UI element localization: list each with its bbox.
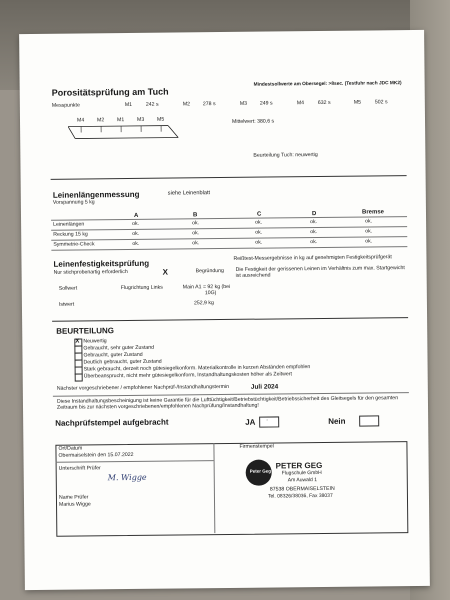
- m1-label: M1: [124, 101, 133, 109]
- mittelwert: Mittelwert: 380,6 s: [231, 118, 275, 125]
- beurteilung-tuch: Beurteilung Tuch: neuwertig: [253, 152, 318, 159]
- divider: [52, 317, 408, 322]
- flugrichtung: Flugrichtung Links: [120, 284, 163, 292]
- option-label: Deutlich gebraucht, guter Zustand: [83, 358, 162, 366]
- stamp-name: PETER GEG: [275, 460, 323, 471]
- option-label: Überbeansprucht, nicht mehr gütesiegelkonform, Instandhaltungskosten höher als Zeitwert: [83, 371, 292, 380]
- row-label: Leinenlängen: [53, 221, 85, 228]
- main-a1: Main A1 = 92 kg (bei: [182, 283, 231, 291]
- cell: ok.: [192, 230, 200, 237]
- m5-value: 502 s: [374, 99, 388, 106]
- ja-checkbox[interactable]: [259, 416, 279, 427]
- disclaimer: Diese Instandhaltungsbescheinigung ist keine Garantie für die Lufttüchtigkeit/Betriebstüchtigkeit/Betriebssicherheit des Gleitsegels für den gesamten: [56, 395, 399, 405]
- diagram-m5: M5: [156, 116, 165, 123]
- cell: ok.: [365, 218, 373, 225]
- row-label: Symmetrie-Check: [53, 241, 95, 248]
- unterschrift-label: Unterschrift Prüfer: [58, 465, 101, 472]
- cell: ok.: [365, 228, 373, 235]
- cell: ok.: [255, 229, 263, 236]
- cell: ok.: [132, 220, 140, 227]
- option-mark: X: [75, 338, 80, 345]
- diagram-m2: M2: [96, 117, 105, 124]
- vorspannung: Vorspannung 5 kg: [52, 199, 95, 206]
- table-rule: [51, 246, 407, 251]
- begruendung-text: Die Festigkeit der gerissenen Leinen im Verhältnis zum max. Startgewicht: [235, 265, 405, 273]
- begruendung-label: Begründung: [195, 268, 224, 275]
- diagram-m1: M1: [116, 117, 125, 124]
- ort-value: Obermaiselstein den 15.07.2022: [58, 451, 134, 459]
- leinen-subtitle: siehe Leinenblatt: [167, 190, 211, 197]
- ja-mark: ·: [266, 417, 269, 424]
- begruendung-text-2: ist ausreichend: [235, 272, 271, 279]
- col-c: C: [256, 211, 262, 218]
- option-label: Gebraucht, sehr guter Zustand: [83, 344, 155, 352]
- cell: ok.: [192, 240, 200, 247]
- m1-value: 242 s: [145, 101, 159, 108]
- naechster-termin-label: Nächster vorgeschriebener / empfohlener Nachprüf-/Instandhaltungstermin: [56, 383, 229, 392]
- main-a1-2: 10G): [204, 290, 217, 297]
- stempel-label: Nachprüfstempel aufgebracht: [55, 417, 169, 428]
- m4-value: 632 s: [317, 99, 331, 107]
- cell: ok.: [132, 240, 140, 247]
- name-value: Marius Wigge: [58, 501, 91, 508]
- firmenstempel-label: Firmenstempel: [239, 443, 274, 450]
- cell: ok.: [310, 219, 318, 226]
- option-checkbox[interactable]: [75, 373, 83, 381]
- col-b: B: [192, 212, 198, 219]
- cell: ok.: [132, 230, 140, 237]
- festigkeit-title: Leinenfestigkeitsprüfung: [53, 258, 150, 269]
- diagram-m4: M4: [76, 117, 85, 124]
- col-bremse: Bremse: [361, 209, 385, 216]
- m3-value: 249 s: [259, 100, 273, 107]
- ja-label: JA: [245, 417, 256, 427]
- istwert-label: Istwert: [58, 301, 75, 308]
- m4-label: M4: [296, 100, 305, 107]
- document-page: [19, 30, 430, 590]
- porositaet-title: Porositätsprüfung am Tuch: [51, 86, 169, 98]
- stamp-line: Flugschule GmbH: [281, 469, 322, 477]
- cell: ok.: [310, 239, 318, 246]
- mindestsollwerte-label: Mindestsollwerte am Obersegel: >8sec. (Testfuhr nach JDC MK2): [253, 81, 402, 88]
- naechster-termin: Juli 2024: [250, 383, 279, 391]
- festigkeit-note: Reißtest-Messergebnisse in kg auf genehmigten Festigkeitsprüfgerät: [233, 254, 392, 262]
- cell: ok.: [192, 220, 200, 227]
- sollwert-label: Sollwert: [58, 285, 78, 292]
- signature-image: M. Wigge: [107, 472, 147, 483]
- col-d: D: [311, 211, 317, 218]
- stamp-logo-text: Peter Geg: [249, 468, 271, 474]
- istwert-value: 252,9 kg: [193, 300, 214, 307]
- disclaimer-2: Zeitraum bis zur nächsten vorgeschriebenen/empfohlenen Nachprüfung/Instandhaltung!: [56, 402, 259, 411]
- stamp-line: Tel. 08326/38036, Fax 38037: [267, 492, 333, 500]
- m2-label: M2: [182, 101, 191, 108]
- stamp-line: Am Auwald 1: [287, 477, 318, 484]
- wing-diagram: [68, 114, 188, 149]
- name-label: Name Prüfer: [58, 494, 89, 501]
- messpunkte-label: Messpunkte: [51, 102, 80, 109]
- table-rule: [51, 236, 407, 241]
- table-rule: [51, 226, 407, 231]
- option-label: Gebraucht, guter Zustand: [83, 351, 143, 359]
- nein-checkbox[interactable]: [359, 415, 379, 426]
- m3-label: M3: [239, 100, 248, 107]
- nein-label: Nein: [328, 416, 346, 426]
- leinen-title: Leinenlängenmessung: [52, 189, 140, 200]
- cell: ok.: [310, 229, 318, 236]
- col-a: A: [133, 212, 139, 219]
- option-label: Stark gebraucht, derzeit noch gütesiegelkonform. Materialkontrolle in kurzen Abständen empfohlen: [83, 364, 311, 373]
- ort-label: Ort/Datum: [58, 445, 83, 452]
- cell: ok.: [255, 219, 263, 226]
- m5-label: M5: [353, 99, 362, 106]
- stamp-line: 87538 OBERMAISELSTEIN: [269, 485, 335, 493]
- beurteilung-title: BEURTEILUNG: [56, 326, 115, 336]
- option-label: Neuwertig: [83, 338, 107, 345]
- cell: ok.: [365, 238, 373, 245]
- divider: [51, 175, 407, 180]
- row-label: Reckung 15 kg: [53, 231, 88, 238]
- stichprobe-mark: X: [162, 267, 168, 277]
- m2-value: 278 s: [202, 101, 216, 108]
- cell: ok.: [255, 239, 263, 246]
- table-rule: [51, 216, 407, 221]
- stichprobe-label: Nur stichprobenartig erforderlich: [53, 269, 128, 276]
- diagram-m3: M3: [136, 116, 145, 123]
